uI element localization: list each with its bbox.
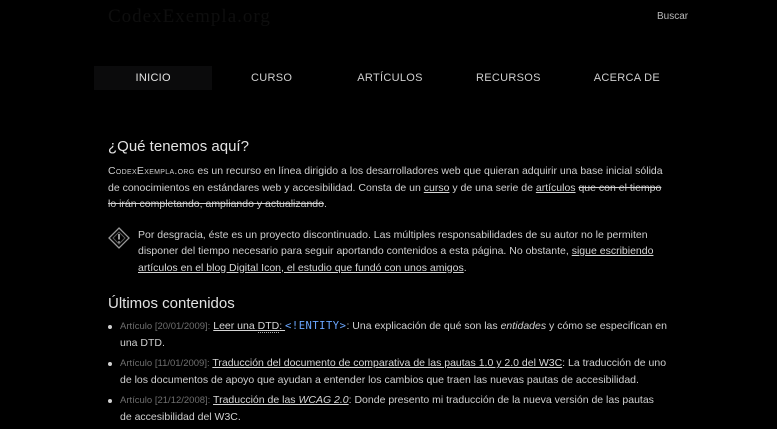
main-nav — [94, 66, 686, 90]
nav-item-articulos[interactable]: ARTÍCULOS — [357, 72, 423, 84]
warning-diamond-icon — [108, 227, 130, 249]
nav-item-recursos[interactable]: RECURSOS — [476, 72, 541, 84]
articles-link[interactable]: artículos — [535, 181, 576, 194]
post-link[interactable]: Traducción del documento de comparativa de las pautas 1.0 y 2.0 del W3C — [212, 357, 563, 369]
post-meta: Artículo [11/01/2009]: — [120, 358, 210, 369]
list-item: Artículo [20/01/2009]: Leer una DTD: <!ENTITY>: Una explicación de qué son las entidades y cómo se especifican en una DTD. — [108, 318, 668, 352]
digital-icon-blog-link[interactable]: sigue escribiendo artículos en el blog Digital Icon, el estudio que fundó con unos amigos — [138, 245, 654, 274]
latest-list — [108, 318, 668, 426]
post-meta: Artículo [21/12/2008]: — [120, 395, 211, 406]
post-link[interactable]: Leer una DTD: — [213, 320, 286, 332]
nav-item-curso[interactable]: CURSO — [250, 72, 293, 84]
main-content — [108, 138, 668, 429]
site-logo[interactable]: CodexExempla.org — [108, 6, 271, 27]
struck-text: que con el tiempo lo irán completando, ampliando y actualizando — [108, 181, 662, 210]
search-link[interactable]: Buscar — [657, 11, 689, 22]
post-meta: Artículo [20/01/2009]: — [120, 321, 211, 332]
nav-item-acerca-de[interactable]: ACERCA DE — [593, 72, 660, 84]
nav-item-inicio[interactable]: INICIO — [94, 66, 212, 90]
post-link[interactable]: Traducción de las WCAG 2.0 — [213, 394, 349, 406]
notice-text: Por desgracia, éste es un proyecto discontinuado. Las múltiples responsabilidades de su autor no le permiten disponer del tiempo necesario para seguir aportando contenidos a esta página. No obstante, — [138, 228, 648, 257]
discontinued-notice: Por desgracia, éste es un proyecto discontinuado. Las múltiples responsabilidades de su autor no le permiten disponer del tiempo necesario para seguir aportando contenidos a esta página. No obstante, sigue escribiendo artículos en el blog Digital Icon, el estudio que fundó con unos amigos. — [108, 227, 668, 277]
latest-heading: Últimos contenidos — [108, 295, 235, 312]
intro-heading: ¿Qué tenemos aquí? — [108, 138, 249, 155]
site-name: CodexExempla.org — [108, 165, 195, 177]
list-item: Artículo [11/01/2009]: Traducción del documento de comparativa de las pautas 1.0 y 2.0 del W3C: La traducción de uno de los documentos de apoyo que ayudan a entender los cambios que traen las nuevas pautas de accesibilidad. — [108, 355, 668, 389]
entity-code: <!ENTITY> — [285, 320, 347, 332]
intro-paragraph: CodexExempla.org es un recurso en línea dirigido a los desarrolladores web que quieran adquirir una base inicial sólida de conocimientos en estándares web y accesibilidad. Consta de un curso y de una serie de artículos que con el tiempo lo irán completando, ampliando y actualizando. — [108, 165, 663, 210]
course-link[interactable]: curso — [423, 181, 450, 194]
list-item: Artículo [21/12/2008]: Traducción de las WCAG 2.0: Donde presento mi traducción de la nueva versión de las pautas de accesibilidad del W3C. — [108, 392, 668, 426]
